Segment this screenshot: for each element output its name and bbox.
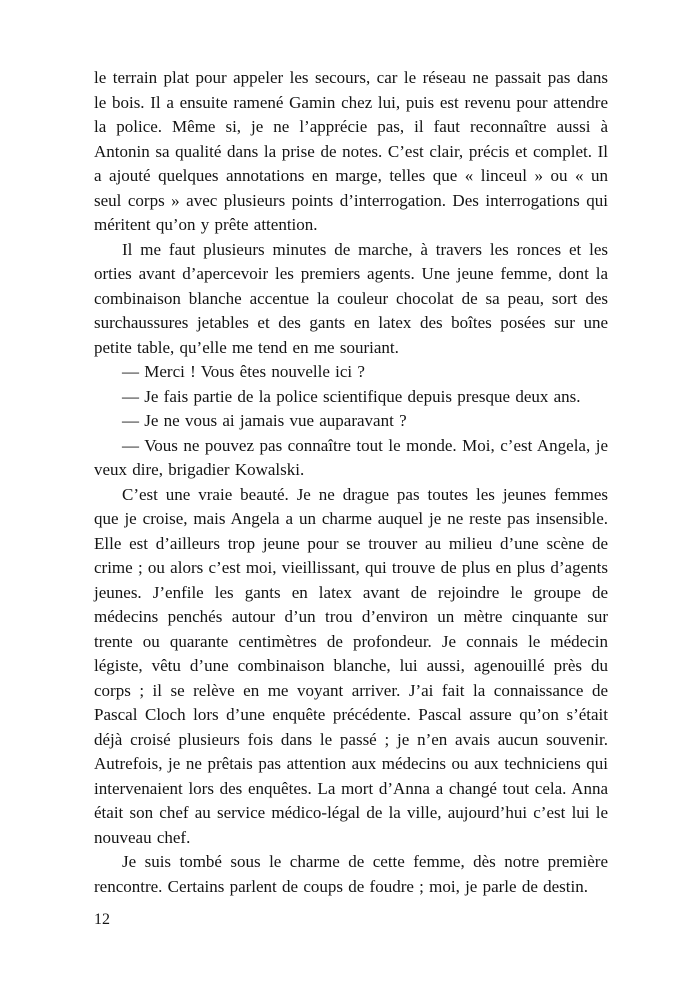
page-text: [94, 66, 608, 899]
paragraph: Je suis tombé sous le charme de cette femme, dès notre première rencontre. Certains parlent de coups de foudre ; moi, je parle de destin.: [94, 852, 608, 896]
page-number: 12: [94, 911, 110, 928]
dialogue-line: — Je ne vous ai jamais vue auparavant ?: [122, 411, 407, 430]
paragraph: le terrain plat pour appeler les secours, car le réseau ne passait pas dans le bois. Il a ensuite ramené Gamin chez lui, puis est revenu pour attendre la police. Même si, je ne l’apprécie pas, il faut reconnaître aussi à Antonin sa qualité dans la prise de notes. C’est clair, précis et complet. Il a ajouté quelques annotations en marge, telles que « linceul » ou « un seul corps » avec plusieurs points d’interrogation. Des interrogations qui méritent qu’on y prête attention.: [94, 68, 608, 234]
dialogue-line: — Je fais partie de la police scientifique depuis presque deux ans.: [122, 386, 581, 406]
paragraph: C’est une vraie beauté. Je ne drague pas toutes les jeunes femmes que je croise, mais Angela a un charme auquel je ne reste pas insensible. Elle est d’ailleurs trop jeune pour se trouver au milieu d’une scène de crime ; ou alors c’est moi, vieillissant, qui trouve de plus en plus d’agents jeunes. J’enfile les gants en latex avant de rejoindre le groupe de médecins penchés autour d’un trou d’environ un mètre cinquante sur trente ou quarante centimètres de profondeur. Je connais le médecin légiste, vêtu d’une combinaison blanche, lui aussi, agenouillé près du corps ; il se relève en me voyant arriver. J’ai fait la connaissance de Pascal Cloch lors d’une enquête précédente. Pascal assure qu’on s’était déjà croisé plusieurs fois dans le passé ; je n’en avais aucun souvenir. Autrefois, je ne prêtais pas attention aux médecins ou aux techniciens qui intervenaient lors des enquêtes. La mort d’Anna a changé tout cela. Anna était son chef au service médico-légal de la ville, aujourd’hui c’est lui le nouveau chef.: [94, 484, 608, 847]
paragraph: Il me faut plusieurs minutes de marche, à travers les ronces et les orties avant d’apercevoir les premiers agents. Une jeune femme, dont la combinaison blanche accentue la couleur chocolat de sa peau, sort des surchaussures jetables et des gants en latex des boîtes posées sur une petite table, qu’elle me tend en me souriant.: [94, 239, 608, 357]
dialogue-line: — Vous ne pouvez pas connaître tout le monde. Moi, c’est Angela, je veux dire, brigadier Kowalski.: [94, 435, 608, 479]
dialogue-line: — Merci ! Vous êtes nouvelle ici ?: [122, 362, 365, 381]
